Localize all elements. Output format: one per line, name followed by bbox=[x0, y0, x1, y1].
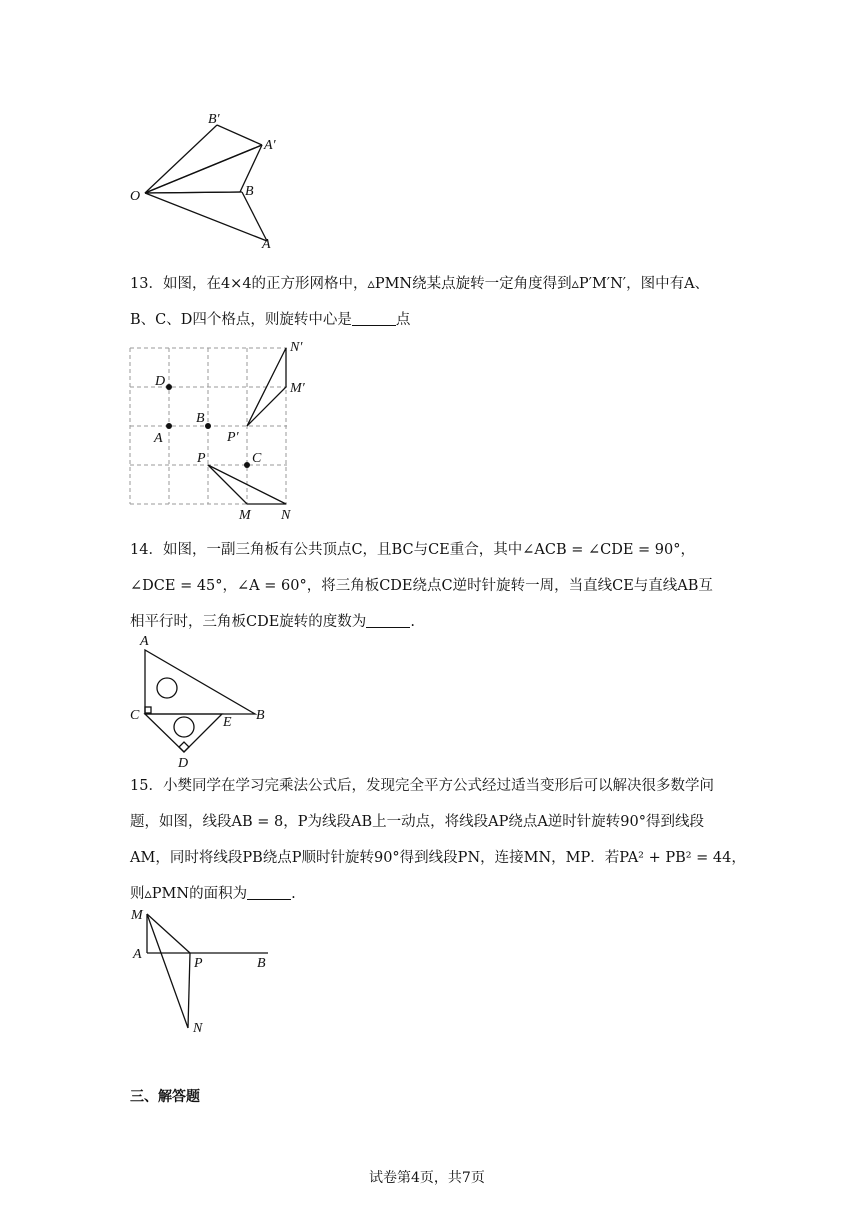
label-n: N bbox=[281, 508, 291, 523]
question-15-line-4: 则▵PMN的面积为 . bbox=[130, 886, 296, 902]
figure-q13 bbox=[120, 335, 330, 525]
label-d: D bbox=[178, 756, 189, 770]
question-15-line-2: 题，如图，线段AB = 8，P为线段AB上一动点，将线段AP绕点A逆时针旋转90°得到线段 bbox=[130, 814, 705, 830]
label-b: B bbox=[257, 956, 266, 971]
answer-blank[interactable] bbox=[366, 613, 410, 628]
label-o: O bbox=[130, 189, 141, 204]
label-b: B bbox=[256, 708, 265, 723]
label-m-prime: M′ bbox=[290, 381, 305, 396]
label-a: A bbox=[133, 947, 142, 962]
label-d: D bbox=[155, 374, 166, 389]
label-p: P bbox=[197, 451, 206, 466]
question-13-line-1: 13．如图，在4×4的正方形网格中，▵PMN绕某点旋转一定角度得到▵P′M′N′，图中有A、 bbox=[130, 276, 710, 292]
label-c: C bbox=[252, 451, 262, 466]
figure-q12 bbox=[120, 105, 300, 255]
label-p: P bbox=[194, 956, 203, 971]
section-heading: 三、解答题 bbox=[130, 1089, 200, 1105]
answer-blank[interactable] bbox=[247, 885, 291, 900]
answer-blank[interactable] bbox=[352, 311, 396, 326]
question-15 bbox=[130, 768, 750, 912]
label-m: M bbox=[131, 908, 143, 923]
label-a: A bbox=[140, 634, 149, 649]
label-a-prime: A′ bbox=[264, 138, 276, 153]
question-14-line-1: 14．如图，一副三角板有公共顶点C，且BC与CE重合，其中∠ACB = ∠CDE = 90°， bbox=[130, 542, 696, 558]
figure-q14 bbox=[125, 630, 275, 770]
label-n: N bbox=[193, 1021, 203, 1036]
label-a: A bbox=[154, 431, 163, 446]
page-footer: 试卷第4页，共7页 bbox=[369, 1170, 485, 1186]
label-n-prime: N′ bbox=[290, 340, 303, 355]
label-b: B bbox=[196, 411, 205, 426]
label-b: B bbox=[245, 184, 254, 199]
question-13-line-2: B、C、D四个格点，则旋转中心是 点 bbox=[130, 312, 411, 328]
label-c: C bbox=[130, 708, 140, 723]
question-14 bbox=[130, 532, 750, 640]
label-b-prime: B′ bbox=[208, 112, 220, 127]
question-14-line-2: ∠DCE = 45°，∠A = 60°，将三角板CDE绕点C逆时针旋转一周，当直线CE与直线AB互 bbox=[130, 578, 713, 594]
question-13 bbox=[130, 266, 750, 338]
question-15-line-1: 15．小樊同学在学习完乘法公式后，发现完全平方公式经过适当变形后可以解决很多数学问 bbox=[130, 778, 714, 794]
figure-q15 bbox=[125, 900, 285, 1045]
label-e: E bbox=[223, 715, 232, 730]
question-15-line-3: AM，同时将线段PB绕点P顺时针旋转90°得到线段PN，连接MN，MP．若PA² + PB² = 44， bbox=[130, 850, 746, 866]
label-m: M bbox=[239, 508, 251, 523]
label-p-prime: P′ bbox=[227, 430, 239, 445]
label-a: A bbox=[262, 237, 271, 252]
question-14-line-3: 相平行时，三角板CDE旋转的度数为 . bbox=[130, 614, 415, 630]
